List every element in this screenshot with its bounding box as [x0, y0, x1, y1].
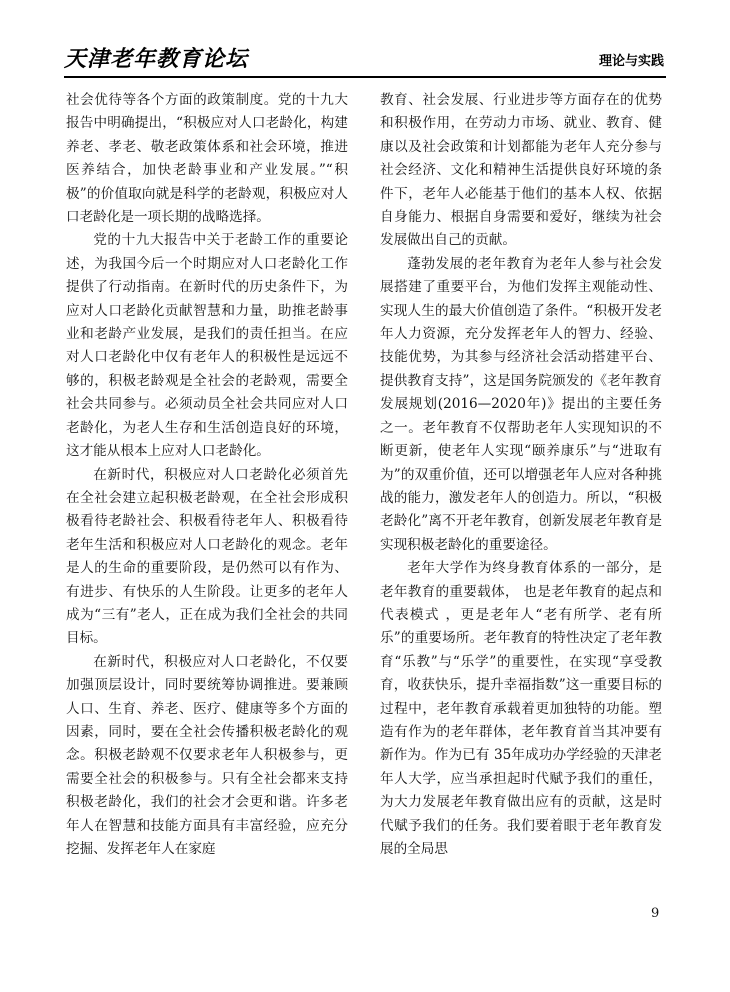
paragraph: 教育、社会发展、行业进步等方面存在的优势和积极作用，在劳动力市场、就业、教育、健康以及社会政策和计划都能为老年人充分参与社会经济、文化和精神生活提供良好环境的条件下，老年人必能基于他们的基本人权、依据自身能力、根据自身需要和爱好，继续为社会发展做出自己的贡献。: [380, 92, 662, 249]
paragraph: 在新时代，积极应对人口老龄化必须首先在全社会建立起积极老龄观，在全社会形成积极看待老龄社会、积极看待老年人、积极看待老年生活和积极应对人口老龄化的观念。老年是人的生命的重要阶段，是仍然可以有作为、有进步、有快乐的人生阶段。让更多的老年人成为“三有”老人，正在成为我们全社会的共同目标。: [66, 466, 348, 647]
paragraph: 党的十九大报告中关于老龄工作的重要论述，为我国今后一个时期应对人口老龄化工作提供了行动指南。在新时代的历史条件下，为应对人口老龄化贡献智慧和力量，助推老龄事业和老龄产业发展，是我们的责任担当。在应对人口老龄化中仅有老年人的积极性是远远不够的，积极老龄观是全社会的老龄观，需要全社会共同参与。必须动员全社会共同应对人口老龄化，为老人生存和生活创造良好的环境，这才能从根本上应对人口老龄化。: [66, 232, 348, 460]
page-header: [64, 36, 664, 76]
paragraph: 在新时代，积极应对人口老龄化，不仅要加强顶层设计，同时要统筹协调推进。要兼顾人口、生育、养老、医疗、健康等多个方面的因素，同时，要在全社会传播积极老龄化的观念。积极老龄观不仅要求老年人积极参与，更需要全社会的积极参与。只有全社会都来支持积极老龄化，我们的社会才会更和谐。许多老年人在智慧和技能方面具有丰富经验，应充分挖掘、发挥老年人在家庭: [66, 653, 348, 857]
paragraph: 社会优待等各个方面的政策制度。党的十九大报告中明确提出，“积极应对人口老龄化，构建养老、孝老、敬老政策体系和社会环境，推进医养结合，加快老龄事业和产业发展。”“积极”的价值取向就是科学的老龄观，积极应对人口老龄化是一项长期的战略选择。: [66, 92, 348, 226]
section-label: 理论与实践: [598, 54, 664, 69]
paragraph: 蓬勃发展的老年教育为老年人参与社会发展搭建了重要平台，为他们发挥主观能动性、实现人生的最大价值创造了条件。“积极开发老年人力资源，充分发挥老年人的智力、经验、技能优势，为其参与经济社会活动搭建平台、提供教育支持”，这是国务院颁发的《老年教育发展规划(2016—2020年)》提出的主要任务之一。老年教育不仅帮助老年人实现知识的不断更新，使老年人实现“颐养康乐”与“进取有为”的双重价值，还可以增强老年人应对各种挑战的能力，激发老年人的创造力。所以，“积极老龄化”离不开老年教育，创新发展老年教育是实现积极老龄化的重要途径。: [380, 255, 662, 553]
journal-logo: 天津老年教育论坛: [64, 46, 249, 72]
page-number: 9: [651, 906, 660, 921]
header-rule: [64, 76, 666, 78]
paragraph: 老年大学作为终身教育体系的一部分，是老年教育的重要载体， 也是老年教育的起点和代表模式 ，更是老年人“老有所学、老有所乐”的重要场所。老年教育的特性决定了老年教育“乐教”与“乐学”的重要性，在实现“享受教育，收获快乐，提升幸福指数”这一重要目标的过程中，老年教育承载着更加独特的功能。塑造有作为的老年群体，老年教育首当其冲要有新作为。作为已有 35年成功办学经验的天津老年人大学，应当承担起时代赋予我们的重任，为大力发展老年教育做出应有的贡献，这是时代赋予我们的任务。我们要着眼于老年教育发展的全局思: [380, 560, 662, 857]
left-column: [66, 89, 348, 861]
right-column: [380, 89, 662, 861]
